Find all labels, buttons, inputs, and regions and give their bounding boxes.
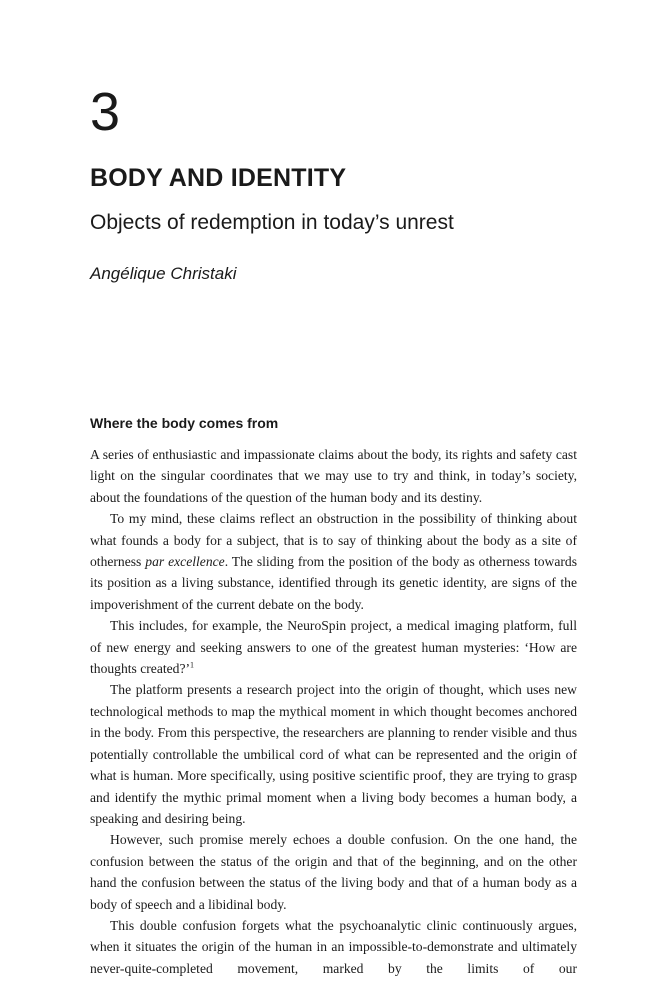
paragraph-6: This double confusion forgets what the psychoanalytic clinic continuously argues, when it situates the origin of the human in an impossible-to-demonstrate and ultimately never-quite-completed movement, marked by the limits of our bbox=[90, 917, 577, 976]
chapter-author: Angélique Christaki bbox=[90, 264, 237, 283]
footnote-marker[interactable]: 1 bbox=[190, 660, 195, 670]
paragraph-4: The platform presents a research project into the origin of thought, which uses new technological methods to map the mythical moment in which thought becomes anchored in the body. From this perspective, the researchers are planning to render visible and thus potentially controllable the umbilical cord of what can be represented and the origin of what is human. More specifically, using positive scientific proof, they are trying to grasp and identify the mythic primal moment when a living body becomes a human body, a speaking and desiring being. bbox=[90, 682, 577, 826]
book-page bbox=[90, 0, 577, 1000]
section-heading: Where the body comes from bbox=[90, 415, 279, 431]
chapter-subtitle: Objects of redemption in today’s unrest bbox=[90, 211, 454, 234]
paragraph-1: A series of enthusiastic and impassionate claims about the body, its rights and safety cast light on the singular coordinates that we may use to try and think, in today’s society, about the foundations of the question of the human body and its destiny. bbox=[90, 447, 577, 505]
paragraph-3-text: This includes, for example, the NeuroSpin project, a medical imaging platform, full of new energy and seeking answers to one of the greatest human mysteries: ‘How are thoughts created?’ bbox=[90, 618, 577, 677]
paragraph-2-text-after: . The sliding from the position of the body as otherness towards its position as a living substance, identified through its genetic identity, are signs of the impoverishment of the current debate on the body. bbox=[90, 554, 577, 612]
body-text bbox=[90, 444, 577, 979]
paragraph-3 bbox=[90, 615, 577, 679]
paragraph-2-emphasis: par excellence bbox=[145, 554, 225, 570]
paragraph-2 bbox=[90, 508, 577, 615]
paragraph-5: However, such promise merely echoes a double confusion. On the one hand, the confusion between the status of the origin and that of the beginning, and on the other hand the confusion between the status of the living body and that of a human body as a body of speech and a libidinal body. bbox=[90, 832, 577, 912]
chapter-number: 3 bbox=[90, 82, 121, 142]
chapter-title: BODY AND IDENTITY bbox=[90, 164, 347, 192]
paragraph-2-text-before: To my mind, these claims reflect an obstruction in the possibility of thinking about what founds a body for a subject, that is to say of thinking about the body as a site of otherness bbox=[90, 511, 577, 570]
